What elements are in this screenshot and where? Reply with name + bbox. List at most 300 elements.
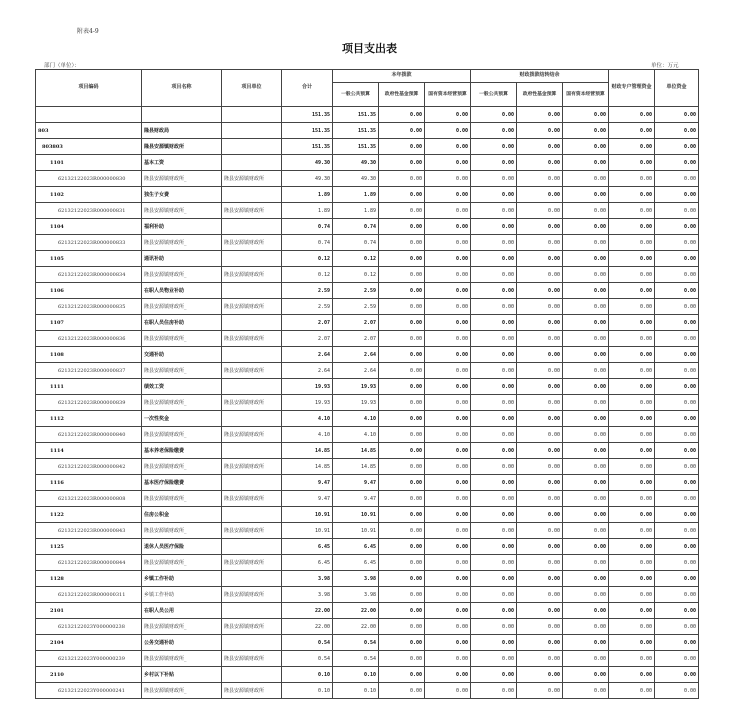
amount-cell: 0.00 [563, 187, 609, 203]
amount-cell: 0.00 [471, 571, 517, 587]
amount-cell: 0.12 [333, 267, 379, 283]
amount-cell: 0.00 [379, 139, 425, 155]
amount-cell: 0.00 [609, 635, 655, 651]
table-row [36, 539, 699, 555]
amount-cell: 0.00 [517, 235, 563, 251]
project-name-cell: 隆县财政局 [142, 123, 222, 139]
amount-cell: 10.91 [333, 523, 379, 539]
project-unit-cell [222, 123, 282, 139]
amount-cell: 2.64 [333, 363, 379, 379]
table-row [36, 395, 699, 411]
project-name-cell: 绩效工资 [142, 379, 222, 395]
project-code-cell: 62132122023R000000808 [36, 491, 142, 507]
amount-cell: 0.00 [425, 107, 471, 123]
amount-cell: 0.00 [655, 379, 699, 395]
project-name-cell: 基本工资 [142, 155, 222, 171]
project-code-cell: 1116 [36, 475, 142, 491]
amount-cell: 0.00 [379, 507, 425, 523]
amount-cell: 0.00 [471, 459, 517, 475]
amount-cell: 0.00 [517, 411, 563, 427]
project-name-cell: 隆县安源镇财政所_ [142, 491, 222, 507]
amount-cell: 0.00 [517, 331, 563, 347]
amount-cell: 0.00 [425, 299, 471, 315]
amount-cell: 0.00 [563, 411, 609, 427]
amount-cell: 0.00 [517, 315, 563, 331]
table-row [36, 523, 699, 539]
project-code-cell: 1114 [36, 443, 142, 459]
amount-cell: 0.00 [379, 587, 425, 603]
amount-cell: 0.00 [655, 475, 699, 491]
amount-cell: 0.00 [379, 363, 425, 379]
project-name-cell: 基本养老保险缴费 [142, 443, 222, 459]
project-name-cell: 隆县安源镇财政所_ [142, 523, 222, 539]
table-row [36, 299, 699, 315]
amount-cell: 0.00 [425, 459, 471, 475]
table-row [36, 203, 699, 219]
amount-cell: 0.00 [517, 603, 563, 619]
amount-cell: 0.00 [425, 363, 471, 379]
project-name-cell: 公务交通补助 [142, 635, 222, 651]
amount-cell: 0.00 [655, 363, 699, 379]
project-code-cell: 62132122023R000000836 [36, 331, 142, 347]
amount-cell: 0.00 [425, 395, 471, 411]
amount-cell: 0.00 [425, 555, 471, 571]
amount-cell: 0.00 [471, 443, 517, 459]
amount-cell: 0.00 [609, 363, 655, 379]
amount-cell: 0.00 [379, 475, 425, 491]
amount-cell: 0.00 [609, 123, 655, 139]
amount-cell: 0.10 [333, 667, 379, 683]
amount-cell: 49.30 [282, 171, 333, 187]
amount-cell: 0.00 [563, 347, 609, 363]
header-project-code: 项目编码 [36, 70, 142, 107]
project-name-cell: 住房公积金 [142, 507, 222, 523]
amount-cell: 0.00 [379, 667, 425, 683]
project-unit-cell [222, 411, 282, 427]
amount-cell: 0.00 [563, 299, 609, 315]
amount-cell: 0.10 [333, 683, 379, 699]
project-unit-cell: 隆县安源镇财政所 [222, 235, 282, 251]
amount-cell: 0.00 [517, 155, 563, 171]
department-label: 部门（单位）： [44, 63, 80, 69]
amount-cell: 0.00 [471, 283, 517, 299]
amount-cell: 0.00 [517, 491, 563, 507]
amount-cell: 14.85 [282, 443, 333, 459]
project-name-cell: 交通补助 [142, 347, 222, 363]
project-unit-cell: 隆县安源镇财政所 [222, 459, 282, 475]
amount-cell: 0.00 [609, 347, 655, 363]
amount-cell: 0.00 [655, 187, 699, 203]
amount-cell: 0.00 [655, 235, 699, 251]
project-name-cell: 在职人员公用 [142, 603, 222, 619]
amount-cell: 0.10 [282, 683, 333, 699]
amount-cell: 0.00 [425, 411, 471, 427]
amount-cell: 22.00 [282, 603, 333, 619]
project-unit-cell [222, 107, 282, 123]
project-unit-cell [222, 347, 282, 363]
amount-cell: 0.00 [471, 331, 517, 347]
amount-cell: 0.00 [379, 347, 425, 363]
amount-cell: 0.00 [471, 523, 517, 539]
project-unit-cell: 隆县安源镇财政所 [222, 267, 282, 283]
amount-cell: 0.00 [655, 299, 699, 315]
project-name-cell: 通讯补助 [142, 251, 222, 267]
amount-cell: 0.00 [379, 283, 425, 299]
amount-cell: 19.93 [333, 379, 379, 395]
amount-cell: 0.00 [609, 411, 655, 427]
amount-cell: 0.00 [471, 491, 517, 507]
project-unit-cell [222, 251, 282, 267]
amount-cell: 0.00 [425, 123, 471, 139]
project-name-cell: 隆县安源镇财政所_ [142, 171, 222, 187]
amount-cell: 0.74 [282, 235, 333, 251]
amount-cell: 0.00 [379, 171, 425, 187]
amount-cell: 0.00 [379, 635, 425, 651]
amount-cell: 0.00 [471, 683, 517, 699]
amount-cell: 3.98 [282, 571, 333, 587]
header-total: 合计 [282, 70, 333, 107]
amount-cell: 0.00 [517, 683, 563, 699]
table-row [36, 139, 699, 155]
project-unit-cell [222, 539, 282, 555]
amount-cell: 0.00 [655, 267, 699, 283]
amount-cell: 0.00 [471, 347, 517, 363]
amount-cell: 0.00 [563, 683, 609, 699]
project-unit-cell: 隆县安源镇财政所 [222, 395, 282, 411]
amount-cell: 0.00 [563, 635, 609, 651]
amount-cell: 0.00 [563, 427, 609, 443]
amount-cell: 0.54 [333, 651, 379, 667]
amount-cell: 0.00 [563, 251, 609, 267]
amount-cell: 0.00 [379, 539, 425, 555]
table-row [36, 603, 699, 619]
amount-cell: 0.00 [563, 203, 609, 219]
amount-cell: 0.00 [379, 203, 425, 219]
page-title: 项目支出表 [342, 42, 397, 55]
amount-cell: 0.00 [655, 539, 699, 555]
project-name-cell: 隆县安源镇财政所 [142, 139, 222, 155]
table-row [36, 635, 699, 651]
project-unit-cell: 隆县安源镇财政所 [222, 587, 282, 603]
amount-cell: 19.93 [282, 395, 333, 411]
amount-cell: 0.00 [425, 315, 471, 331]
project-code-cell: 1101 [36, 155, 142, 171]
table-row [36, 411, 699, 427]
project-unit-cell [222, 667, 282, 683]
amount-cell: 0.00 [471, 219, 517, 235]
amount-cell: 0.00 [563, 219, 609, 235]
project-code-cell: 62132122023R000000840 [36, 427, 142, 443]
amount-cell: 49.30 [333, 171, 379, 187]
project-name-cell: 在职人员住房补助 [142, 315, 222, 331]
amount-cell: 0.00 [563, 555, 609, 571]
project-name-cell: 隆县安源镇财政所_ [142, 555, 222, 571]
amount-cell: 0.00 [517, 459, 563, 475]
project-name-cell: 乡村以下补贴 [142, 667, 222, 683]
amount-cell: 0.00 [379, 299, 425, 315]
amount-cell: 0.00 [563, 171, 609, 187]
project-name-cell: 基本医疗保险缴费 [142, 475, 222, 491]
table-row [36, 379, 699, 395]
amount-cell: 0.00 [609, 555, 655, 571]
amount-cell: 0.00 [563, 363, 609, 379]
project-name-cell: 退休人员医疗保险 [142, 539, 222, 555]
amount-cell: 0.00 [379, 251, 425, 267]
project-code-cell: 1106 [36, 283, 142, 299]
amount-cell: 0.00 [609, 379, 655, 395]
amount-cell: 0.00 [517, 555, 563, 571]
table-row [36, 683, 699, 699]
project-code-cell: 62132122023Y000000238 [36, 619, 142, 635]
project-code-cell: 62132122023R000000833 [36, 235, 142, 251]
amount-cell: 0.00 [609, 427, 655, 443]
amount-cell: 0.00 [609, 107, 655, 123]
amount-cell: 1.89 [333, 203, 379, 219]
table-row [36, 587, 699, 603]
project-code-cell: 62132122023Y000000239 [36, 651, 142, 667]
amount-cell: 0.00 [379, 107, 425, 123]
amount-cell: 2.07 [282, 331, 333, 347]
amount-cell: 151.35 [282, 107, 333, 123]
amount-cell: 0.00 [425, 635, 471, 651]
amount-cell: 0.00 [379, 235, 425, 251]
amount-cell: 0.00 [655, 347, 699, 363]
amount-cell: 0.00 [425, 651, 471, 667]
project-code-cell: 62132122023R000000830 [36, 171, 142, 187]
amount-cell: 0.00 [517, 395, 563, 411]
amount-cell: 0.00 [609, 443, 655, 459]
amount-cell: 0.00 [609, 619, 655, 635]
amount-cell: 0.00 [425, 219, 471, 235]
amount-cell: 2.64 [282, 347, 333, 363]
amount-cell: 0.00 [655, 427, 699, 443]
amount-cell: 0.74 [333, 235, 379, 251]
amount-cell: 0.00 [609, 587, 655, 603]
table-row [36, 315, 699, 331]
header-current-year: 本年拨款 [333, 70, 471, 83]
amount-cell: 0.00 [379, 187, 425, 203]
amount-cell: 0.00 [471, 379, 517, 395]
project-code-cell: 2101 [36, 603, 142, 619]
project-name-cell: 隆县安源镇财政所_ [142, 459, 222, 475]
amount-cell: 0.00 [425, 251, 471, 267]
amount-cell: 0.00 [609, 299, 655, 315]
project-unit-cell: 隆县安源镇财政所 [222, 619, 282, 635]
amount-cell: 0.12 [333, 251, 379, 267]
project-unit-cell [222, 315, 282, 331]
project-unit-cell: 隆县安源镇财政所 [222, 651, 282, 667]
amount-cell: 0.00 [655, 507, 699, 523]
amount-cell: 0.00 [425, 347, 471, 363]
amount-cell: 151.35 [282, 139, 333, 155]
amount-cell: 0.00 [563, 123, 609, 139]
amount-cell: 0.00 [379, 315, 425, 331]
project-unit-cell [222, 139, 282, 155]
table-row [36, 555, 699, 571]
amount-cell: 0.12 [282, 251, 333, 267]
project-name-cell: 在职人员物业补助 [142, 283, 222, 299]
amount-cell: 0.54 [333, 635, 379, 651]
amount-cell: 0.00 [655, 523, 699, 539]
amount-cell: 0.00 [425, 619, 471, 635]
amount-cell: 0.00 [471, 107, 517, 123]
amount-cell: 0.00 [655, 635, 699, 651]
amount-cell: 0.00 [379, 123, 425, 139]
amount-cell: 0.00 [425, 539, 471, 555]
amount-cell: 0.00 [471, 139, 517, 155]
amount-cell: 0.00 [471, 171, 517, 187]
header-sub-fund-budget: 政府性基金预算 [517, 83, 563, 107]
amount-cell: 14.85 [333, 443, 379, 459]
amount-cell: 0.00 [517, 619, 563, 635]
header-sub-fund-budget: 政府性基金预算 [379, 83, 425, 107]
amount-cell: 0.00 [609, 315, 655, 331]
project-name-cell: 隆县安源镇财政所_ [142, 619, 222, 635]
amount-cell: 0.00 [471, 267, 517, 283]
amount-cell: 0.00 [425, 187, 471, 203]
project-unit-cell [222, 379, 282, 395]
amount-cell: 0.00 [563, 523, 609, 539]
amount-cell: 0.74 [282, 219, 333, 235]
project-name-cell: 乡镇工作补助 [142, 571, 222, 587]
project-unit-cell: 隆县安源镇财政所 [222, 171, 282, 187]
project-unit-cell: 隆县安源镇财政所 [222, 203, 282, 219]
amount-cell: 0.00 [379, 523, 425, 539]
project-unit-cell [222, 571, 282, 587]
amount-cell: 151.35 [282, 123, 333, 139]
amount-cell: 19.93 [282, 379, 333, 395]
amount-cell: 0.00 [655, 491, 699, 507]
table-row [36, 571, 699, 587]
amount-cell: 0.00 [655, 411, 699, 427]
amount-cell: 0.00 [471, 203, 517, 219]
project-name-cell: 隆县安源镇财政所_ [142, 203, 222, 219]
amount-cell: 0.00 [517, 667, 563, 683]
amount-cell: 3.98 [333, 587, 379, 603]
amount-cell: 22.00 [333, 603, 379, 619]
amount-cell: 2.64 [282, 363, 333, 379]
project-code-cell: 62132122023R000000311 [36, 587, 142, 603]
table-row [36, 651, 699, 667]
amount-cell: 0.00 [517, 171, 563, 187]
project-name-cell: 隆县安源镇财政所_ [142, 363, 222, 379]
amount-cell: 0.54 [282, 635, 333, 651]
project-code-cell: 62132122023R000000839 [36, 395, 142, 411]
amount-cell: 0.00 [609, 187, 655, 203]
amount-cell: 0.00 [563, 283, 609, 299]
amount-cell: 0.00 [471, 619, 517, 635]
amount-cell: 0.00 [609, 603, 655, 619]
amount-cell: 2.59 [282, 299, 333, 315]
amount-cell: 0.00 [609, 251, 655, 267]
amount-cell: 0.00 [425, 235, 471, 251]
project-unit-cell: 隆县安源镇财政所 [222, 427, 282, 443]
amount-cell: 0.00 [425, 267, 471, 283]
amount-cell: 0.00 [517, 203, 563, 219]
amount-cell: 9.47 [282, 491, 333, 507]
amount-cell: 0.00 [425, 491, 471, 507]
amount-cell: 1.89 [282, 187, 333, 203]
project-name-cell: 隆县安源镇财政所_ [142, 651, 222, 667]
amount-cell: 6.45 [282, 555, 333, 571]
amount-cell: 0.00 [425, 475, 471, 491]
amount-cell: 0.00 [609, 395, 655, 411]
amount-cell: 4.10 [333, 427, 379, 443]
amount-cell: 0.00 [517, 363, 563, 379]
amount-cell: 6.45 [282, 539, 333, 555]
project-unit-cell: 隆县安源镇财政所 [222, 683, 282, 699]
amount-cell: 0.00 [379, 331, 425, 347]
project-expenditure-table [35, 69, 699, 699]
amount-cell: 14.85 [333, 459, 379, 475]
amount-cell: 0.00 [517, 539, 563, 555]
amount-cell: 0.00 [563, 475, 609, 491]
amount-cell: 0.00 [563, 491, 609, 507]
amount-cell: 0.00 [655, 619, 699, 635]
amount-cell: 0.00 [379, 155, 425, 171]
amount-cell: 0.00 [655, 331, 699, 347]
amount-cell: 0.00 [609, 571, 655, 587]
amount-cell: 0.00 [517, 251, 563, 267]
amount-cell: 0.00 [655, 555, 699, 571]
amount-cell: 0.00 [471, 651, 517, 667]
table-row [36, 667, 699, 683]
project-code-cell [36, 107, 142, 123]
amount-cell: 0.00 [517, 283, 563, 299]
amount-cell: 0.00 [563, 395, 609, 411]
project-name-cell: 隆县安源镇财政所_ [142, 267, 222, 283]
amount-cell: 0.00 [379, 651, 425, 667]
table-row [36, 491, 699, 507]
amount-cell: 0.00 [563, 155, 609, 171]
amount-cell: 0.00 [425, 571, 471, 587]
amount-cell: 0.00 [563, 379, 609, 395]
amount-cell: 0.00 [425, 427, 471, 443]
project-code-cell: 1125 [36, 539, 142, 555]
amount-cell: 0.00 [471, 235, 517, 251]
amount-cell: 0.00 [425, 587, 471, 603]
project-name-cell: 隆县安源镇财政所_ [142, 395, 222, 411]
amount-cell: 0.00 [655, 171, 699, 187]
amount-cell: 0.00 [379, 267, 425, 283]
amount-cell: 0.00 [609, 491, 655, 507]
amount-cell: 0.00 [563, 235, 609, 251]
amount-cell: 0.00 [655, 395, 699, 411]
project-unit-cell: 隆县安源镇财政所 [222, 331, 282, 347]
amount-cell: 2.59 [333, 299, 379, 315]
amount-cell: 2.59 [333, 283, 379, 299]
amount-cell: 0.00 [563, 507, 609, 523]
amount-cell: 0.00 [655, 459, 699, 475]
amount-cell: 0.00 [379, 459, 425, 475]
amount-cell: 0.00 [655, 251, 699, 267]
amount-cell: 0.00 [655, 107, 699, 123]
table-row [36, 267, 699, 283]
table-row [36, 155, 699, 171]
amount-cell: 0.00 [517, 651, 563, 667]
project-code-cell: 1102 [36, 187, 142, 203]
amount-cell: 0.00 [655, 155, 699, 171]
amount-cell: 0.00 [655, 219, 699, 235]
amount-cell: 0.00 [379, 427, 425, 443]
amount-cell: 0.00 [517, 507, 563, 523]
header-sub-capital-budget: 国有资本经营预算 [425, 83, 471, 107]
project-name-cell: 隆县安源镇财政所_ [142, 299, 222, 315]
amount-cell: 0.00 [655, 203, 699, 219]
amount-cell: 6.45 [333, 555, 379, 571]
amount-cell: 0.10 [282, 667, 333, 683]
table-row [36, 219, 699, 235]
